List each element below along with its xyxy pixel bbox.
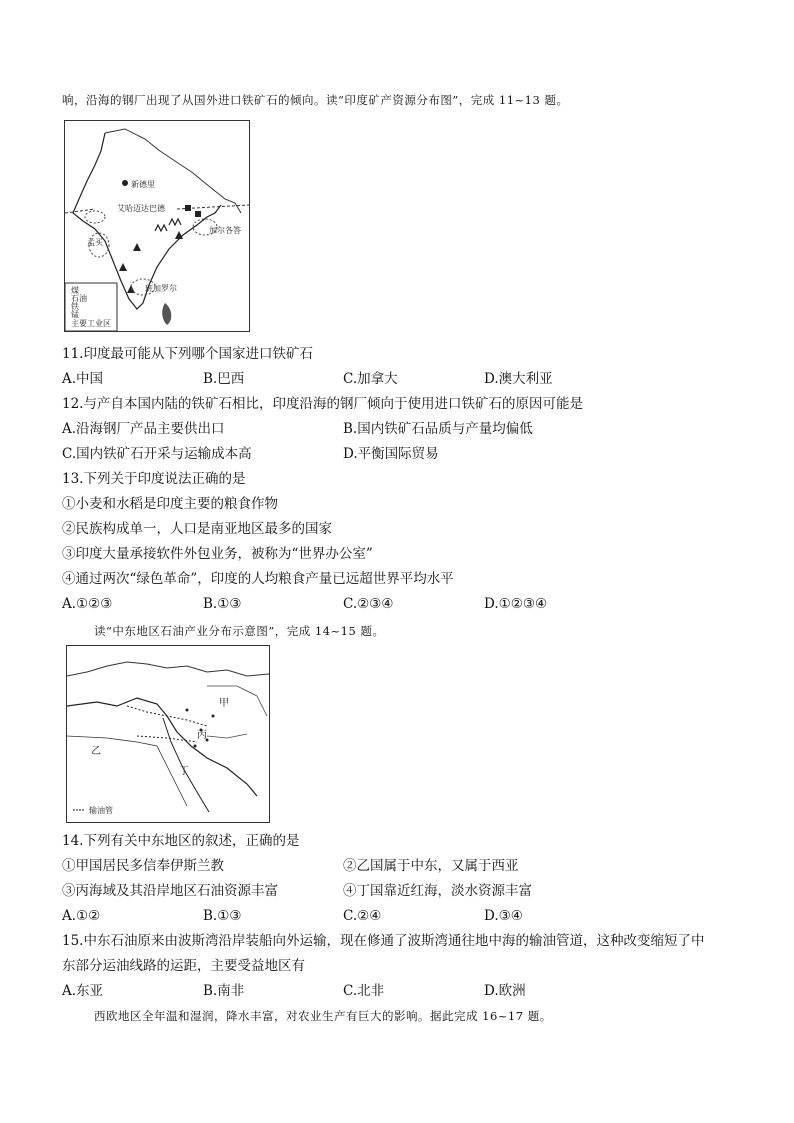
q15-option-a: A.东亚 <box>62 983 104 999</box>
label-yi: 乙 <box>91 746 101 757</box>
label-bangalore: 班加罗尔 <box>145 284 177 293</box>
q15-option-b: B.南非 <box>203 983 245 999</box>
q15-option-d: D.欧洲 <box>484 983 526 999</box>
q13-option-b: B.①③ <box>203 596 242 612</box>
q13-statement-3: ③印度大量承接软件外包业务，被称为“世界办公室” <box>62 546 373 562</box>
label-ding: 丁 <box>179 766 189 777</box>
q11-option-a: A.中国 <box>62 371 104 387</box>
legend-item: 锰 <box>71 310 79 319</box>
legend-item: 煤 <box>71 286 79 295</box>
q13-statement-2: ②民族构成单一，人口是南亚地区最多的国家 <box>62 521 332 537</box>
q14-statement-3: ③丙海域及其沿岸地区石油资源丰富 <box>62 883 278 899</box>
coal-symbol <box>195 211 201 217</box>
coal-symbol <box>185 205 191 211</box>
middle-east-oil-map <box>66 645 270 823</box>
label-bing: 丙 <box>197 730 207 741</box>
q13-option-a: A.①②③ <box>62 596 113 612</box>
pipeline-line <box>127 706 207 726</box>
question-13-stem: 13.下列关于印度说法正确的是 <box>62 471 246 487</box>
label-jia: 甲 <box>219 698 229 709</box>
label-ahmedabad: 艾哈迈达巴德 <box>117 204 165 213</box>
india-resource-map <box>64 120 250 332</box>
q12-option-d: D.平衡国际贸易 <box>343 446 439 462</box>
q15-option-c: C.北非 <box>343 983 385 999</box>
q11-option-d: D.澳大利亚 <box>484 371 553 387</box>
label-mumbai: 孟买 <box>87 238 103 247</box>
q12-option-c: C.国内铁矿石开采与运输成本高 <box>62 446 252 462</box>
q14-statement-4: ④丁国靠近红海，淡水资源丰富 <box>343 883 532 899</box>
iron-symbol <box>119 263 127 271</box>
q13-statement-4: ④通过两次“绿色革命”，印度的人均粮食产量已远超世界平均水平 <box>62 571 454 587</box>
question-12-stem: 12.与产自本国内陆的铁矿石相比，印度沿海的钢厂倾向于使用进口铁矿石的原因可能是 <box>62 396 583 412</box>
question-11-stem: 11.印度最可能从下列哪个国家进口铁矿石 <box>62 346 313 362</box>
q13-option-c: C.②③④ <box>343 596 394 612</box>
legend-item: 主要工业区 <box>71 319 111 328</box>
iron-symbol <box>175 231 183 239</box>
q14-option-b: B.①③ <box>203 908 242 924</box>
legend-item: 石油 <box>71 294 87 303</box>
manganese-symbol <box>155 225 167 231</box>
q14-statement-1: ①甲国居民多信奉伊斯兰教 <box>62 858 224 874</box>
delhi-marker <box>122 180 128 186</box>
q14-statement-2: ②乙国属于中东，又属于西亚 <box>343 858 519 874</box>
question-15-stem-line2: 东部分运油线路的运距，主要受益地区有 <box>62 958 305 974</box>
q13-option-d: D.①②③④ <box>484 596 548 612</box>
q14-option-c: C.②④ <box>343 908 382 924</box>
pipeline-line <box>137 736 197 742</box>
label-kolkata: 加尔各答 <box>209 226 241 235</box>
legend-item: 铁 <box>71 302 79 311</box>
q14-option-d: D.③④ <box>484 908 523 924</box>
label-delhi: 新德里 <box>131 180 155 189</box>
question-15-stem-line1: 15.中东石油原来由波斯湾沿岸装船向外运输，现在修通了波斯湾通往地中海的输油管道，这种改变缩短了中 <box>62 933 705 949</box>
q11-option-b: B.巴西 <box>203 371 245 387</box>
q11-option-c: C.加拿大 <box>343 371 398 387</box>
q12-option-a: A.沿海钢厂产品主要供出口 <box>62 421 225 437</box>
q13-statement-1: ①小麦和水稻是印度主要的粮食作物 <box>62 496 278 512</box>
intro-text-11-13: 响，沿海的钢厂出现了从国外进口铁矿石的倾向。读“印度矿产资源分布图”，完成 11~13 题。 <box>62 93 569 107</box>
intro-text-16-17: 西欧地区全年温和湿润，降水丰富，对农业生产有巨大的影响。据此完成 16~17 题。 <box>94 1009 552 1023</box>
q12-option-b: B.国内铁矿石品质与产量均偏低 <box>343 421 533 437</box>
question-14-stem: 14.下列有关中东地区的叙述，正确的是 <box>62 833 300 849</box>
q14-option-a: A.①② <box>62 908 101 924</box>
manganese-symbol <box>169 219 181 225</box>
iron-symbol <box>133 243 141 251</box>
intro-text-14-15: 读“中东地区石油产业分布示意图”，完成 14~15 题。 <box>94 624 385 638</box>
legend-pipeline-label: 输油管 <box>89 806 113 815</box>
industrial-zone <box>85 211 105 223</box>
